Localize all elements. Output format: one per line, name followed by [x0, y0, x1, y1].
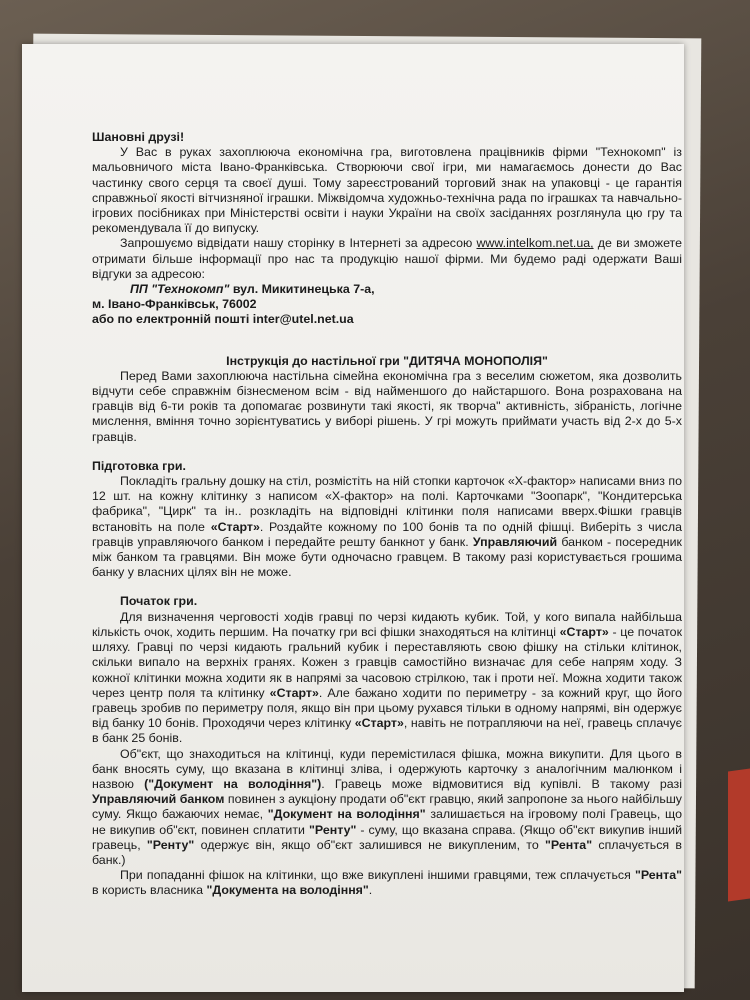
street: вул. Микитинецька 7-а,	[229, 282, 375, 297]
red-object-edge	[728, 768, 750, 901]
prep-text-b: . Роздайте кожному по 100 бонів та по одній фішці. Виберіть з числа гравців управляючого банком і передайте решту банкнот у банк.	[92, 519, 682, 549]
obj-text-d: залишається на ігровому полі Гравець, що не викупив об"єкт, повинен сплатити	[92, 807, 682, 837]
start-start-3: «Старт»	[354, 716, 404, 731]
instructions-intro: Перед Вами захоплююча настільна сімейна економічна гра з веселим сюжетом, яка дозволить відчути себе справжнім бізнесменом всім - від найменшого до найстаршого. Вона розрахована на гравців від 6-ти років та допомагає розвинути такі якості, як творча" активність, зібраність, логічне мислення, вміння точно зорієнтуватись у виборі рішень. У грі можуть приймати участь від 2-х до 5-х гравців.	[92, 368, 682, 444]
obj-rent-2: "Ренту"	[146, 837, 195, 852]
obj-text-b: . Гравець може відмовитися від купівлі. В такому разі	[321, 776, 682, 791]
document-content	[92, 130, 682, 899]
address-city: м. Івано-Франківськ, 76002	[92, 297, 257, 312]
last-paragraph	[92, 868, 682, 898]
start-paragraph	[92, 610, 682, 747]
letter-p2-text-a: Запрошуємо відвідати нашу сторінку в Інтернеті за адресою	[120, 236, 477, 251]
last-text-c: .	[368, 883, 373, 898]
start-start-2: «Старт»	[269, 685, 319, 700]
letter-p2-text-b: де ви зможете отримати більше інформації про нас та продукцію нашої фірми. Ми будемо раді одержати Ваші відгуки за адресою:	[92, 236, 682, 281]
website-link[interactable]: www.intelkom.net.ua,	[476, 236, 594, 251]
obj-bank: Управляючий банком	[92, 792, 225, 807]
obj-text-c: повинен з аукціону продати об"єкт гравцю, який запропоне за нього найбільшу суму. Якщо бажаючих немає,	[92, 792, 682, 822]
start-text-a: Для визначення черговості ходів гравці по черзі кидають кубик. Той, у кого випала найбільша кількість очок, ходить першим. На початку гри всі фішки знаходяться на клітинці	[92, 609, 682, 639]
prep-paragraph	[92, 474, 682, 580]
prep-text-a: Покладіть гральну дошку на стіл, розмістіть на ній стопки карточок «Х-фактор» написами вниз по 12 шт. на кожну клітинку з написом «Х-фактор» на полі. Карточками "Зоопарк", "Кондитерська фабрика", "Цирк" та ін.. розкладіть на відповідні клітинки поля написами вверх.Фішки гравців встановіть на поле	[92, 474, 682, 534]
start-heading: Початок гри.	[120, 594, 198, 609]
prep-text-c: банком - посередник між банком та гравцями. Він може бути одночасно гравцем. В такому разі користувається грошима банку у власних цілях він не може.	[92, 534, 682, 580]
obj-text-f: одержує він, якщо об"єкт залишився не викупленим, то	[194, 837, 546, 852]
start-text-d: , навіть не потрапляючи на неї, гравець сплачує в банк 25 бонів.	[92, 716, 683, 746]
address-company	[92, 282, 682, 297]
prep-heading: Підготовка гри.	[92, 458, 186, 473]
start-start-1: «Старт»	[559, 624, 609, 639]
obj-rent-1: "Ренту"	[308, 822, 357, 837]
obj-rent-3: "Рента"	[545, 837, 593, 852]
obj-text-g: сплачується в банк.)	[92, 837, 683, 867]
address-email: або по електронній пошті inter@utel.net.ua	[92, 312, 354, 327]
last-rent: "Рента"	[634, 868, 682, 883]
document-page	[22, 44, 684, 992]
letter-paragraph-2	[92, 236, 682, 282]
greeting: Шановні друзі!	[92, 130, 185, 144]
prep-start: «Старт»	[210, 519, 260, 534]
last-doc: "Документа на володіння"	[206, 883, 369, 898]
last-text-a: При попаданні фішок на клітинки, що вже викуплені іншими гравцями, теж сплачується	[120, 868, 635, 883]
instructions-title: Інструкція до настільної гри "ДИТЯЧА МОНОПОЛІЯ"	[226, 353, 548, 368]
obj-doc-1: ("Документ на володіння")	[144, 776, 322, 791]
start-text-c: . Але бажано ходити по периметру - за кожний круг, що його гравець зробив по периметру поля, якщо він при цьому рухався тільки в одному напрямі, він одержує від банку 10 бонів. Проходячи через клітинку	[92, 685, 682, 731]
obj-text-a: Об"єкт, що знаходиться на клітинці, куди перемістилася фішка, можна викупити. Для цього в банк вносять суму, що вказана в клітинці зліва, і одержують карточку з аналогічним малюнком і назвою	[92, 746, 682, 791]
last-text-b: в користь власника	[92, 883, 207, 898]
start-text-b: - це початок шляху. Гравці по черзі кидають гральний кубик і переставляють свою фішку на стільки клітинок, скільки випало на верхніх гранях. Кожен з гравців самостійно визначає для себе напрям ходу. З кожної клітинки можна ходити як в напрямі за часовою стрілкою, так і проти неї. Можна ходити також через центр поля та клітинку	[92, 624, 682, 700]
obj-text-e: - суму, що вказана справа. (Якщо об"єкт викупив інший гравець,	[92, 822, 682, 852]
company-name: ПП "Технокомп"	[130, 282, 230, 297]
prep-bank: Управляючий	[472, 534, 558, 549]
letter-paragraph-1: У Вас в руках захоплююча економічна гра, виготовлена працівників фірми "Технокомп" із мальовничого міста Івано-Франківська. Створюючи свої ігри, ми намагаємось донести до Вас частинку свого серця та своєї душі. Тому зареєстрований торговий знак на упаковці - це гарантія справжньої якості вітчизняної іграшки. Міжвідомча художньо-технічна рада по іграшках та навчально-ігрових посібниках при Міністерстві освіти і науки України на своїх засіданнях розглянула цю гру та рекомендувала її до випуску.	[92, 145, 682, 236]
obj-doc-2: "Документ на володіння"	[267, 807, 426, 822]
object-paragraph	[92, 747, 682, 869]
